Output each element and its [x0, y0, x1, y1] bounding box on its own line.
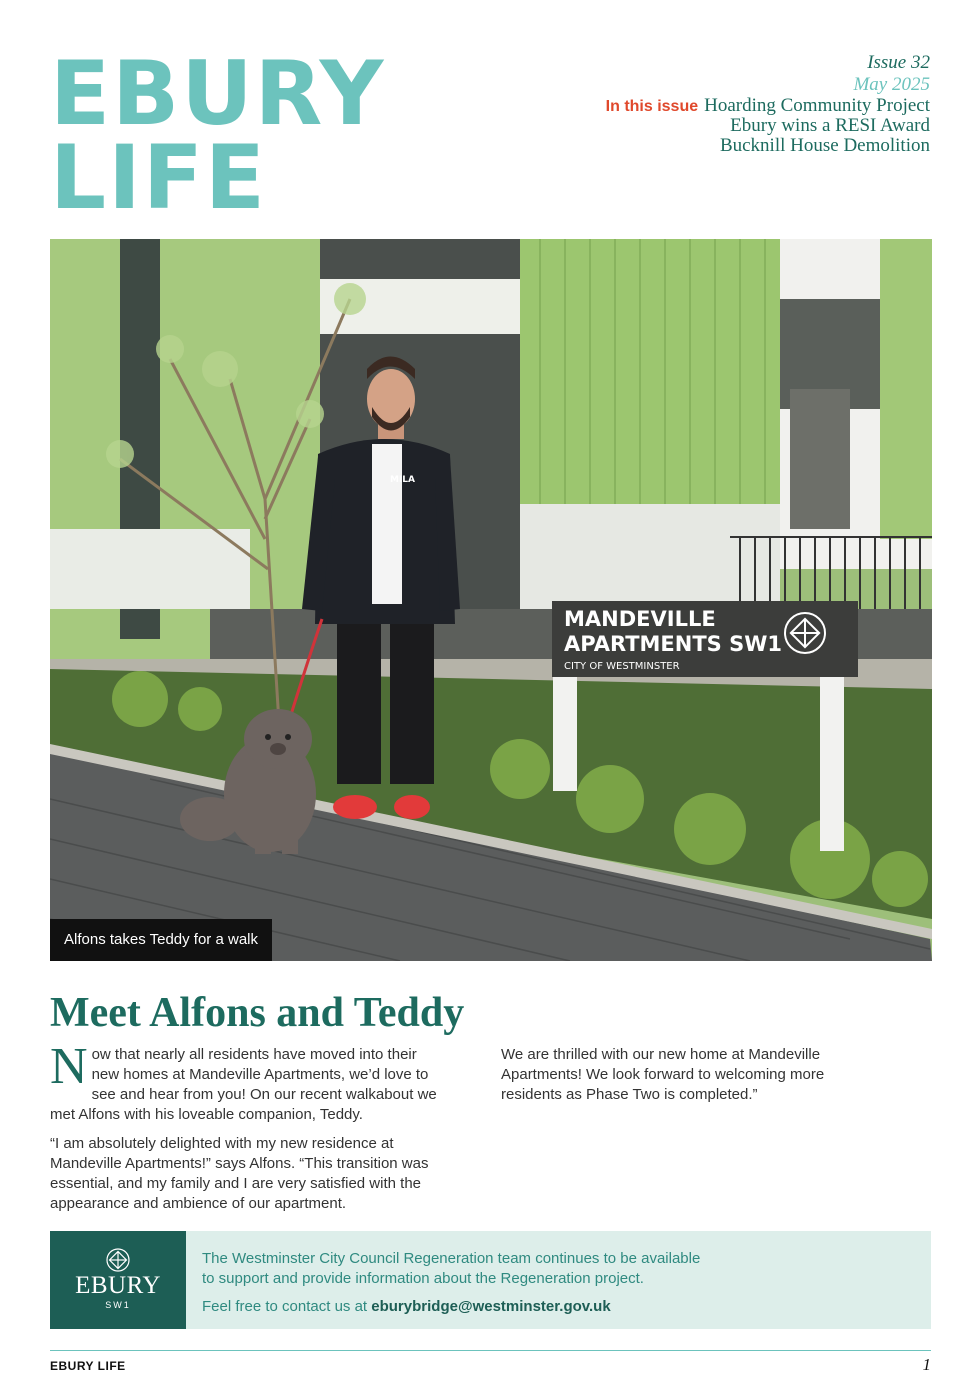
in-this-issue-label: In this issue: [605, 98, 699, 115]
sign-line-3: CITY OF WESTMINSTER: [564, 661, 680, 672]
page-number: 1: [922, 1355, 931, 1374]
contact-line-2: to support and provide information about the Regeneration project.: [202, 1270, 644, 1287]
cover-photo-illustration: [50, 239, 932, 961]
issue-item-2: Ebury wins a RESI Award: [730, 115, 930, 136]
article-paragraph-2: “I am absolutely delighted with my new residence at Mandeville Apartments!” says Alfons. “This transition was essential, and my family and I are very satisfied with the appearance and ambience of our apartment.: [50, 1135, 429, 1212]
jacket-logo-text: MILA: [390, 475, 416, 485]
article-paragraph-1: [50, 1038, 445, 1125]
contact-line-1: The Westminster City Council Regeneration team continues to be available: [202, 1250, 701, 1267]
article-headline: Meet Alfons and Teddy: [50, 990, 465, 1036]
article-column-left: [50, 1038, 445, 1223]
masthead-line-1: EBURY: [50, 42, 386, 145]
issue-date: May 2025: [853, 74, 930, 95]
sign-line-1: MANDEVILLE: [564, 607, 716, 631]
drop-cap: N: [50, 1038, 88, 1095]
article-paragraph-1-text: ow that nearly all residents have moved into their new homes at Mandeville Apartments, we’d love to see and hear from you! On our recent walkabout we met Alfons with his loveable companion, Teddy.: [50, 1046, 437, 1123]
article-column-right: [501, 1045, 861, 1114]
masthead-line-2: LIFE: [50, 126, 268, 229]
ebury-sw1-logo: [50, 1231, 186, 1329]
contact-email-prefix: Feel free to contact us at: [202, 1298, 372, 1315]
footer-rule: [50, 1350, 931, 1351]
issue-item-3: Bucknill House Demolition: [719, 135, 930, 156]
logo-name: EBURY: [75, 1272, 161, 1299]
photo-caption: Alfons takes Teddy for a walk: [50, 919, 272, 961]
logo-sub: SW1: [105, 1300, 131, 1310]
issue-number: Issue 32: [867, 52, 930, 73]
article-paragraph-3: We are thrilled with our new home at Mandeville Apartments! We look forward to welcoming more residents as Phase Two is completed.”: [501, 1046, 825, 1103]
sign-emblem-icon: [785, 613, 825, 653]
ebury-emblem-icon: [106, 1248, 130, 1272]
in-this-issue-row: [606, 96, 930, 116]
issue-item-1: Hoarding Community Project: [704, 95, 930, 116]
contact-banner: [50, 1231, 931, 1329]
sign-line-2: APARTMENTS SW1: [564, 632, 782, 656]
cover-photo: [50, 239, 932, 961]
issue-info: [606, 52, 930, 156]
contact-email-line: [202, 1297, 902, 1317]
contact-email-link[interactable]: eburybridge@westminster.gov.uk: [371, 1298, 611, 1315]
masthead-logo: [50, 42, 410, 229]
footer-title: EBURY LIFE: [50, 1359, 126, 1373]
contact-text: [202, 1249, 902, 1317]
